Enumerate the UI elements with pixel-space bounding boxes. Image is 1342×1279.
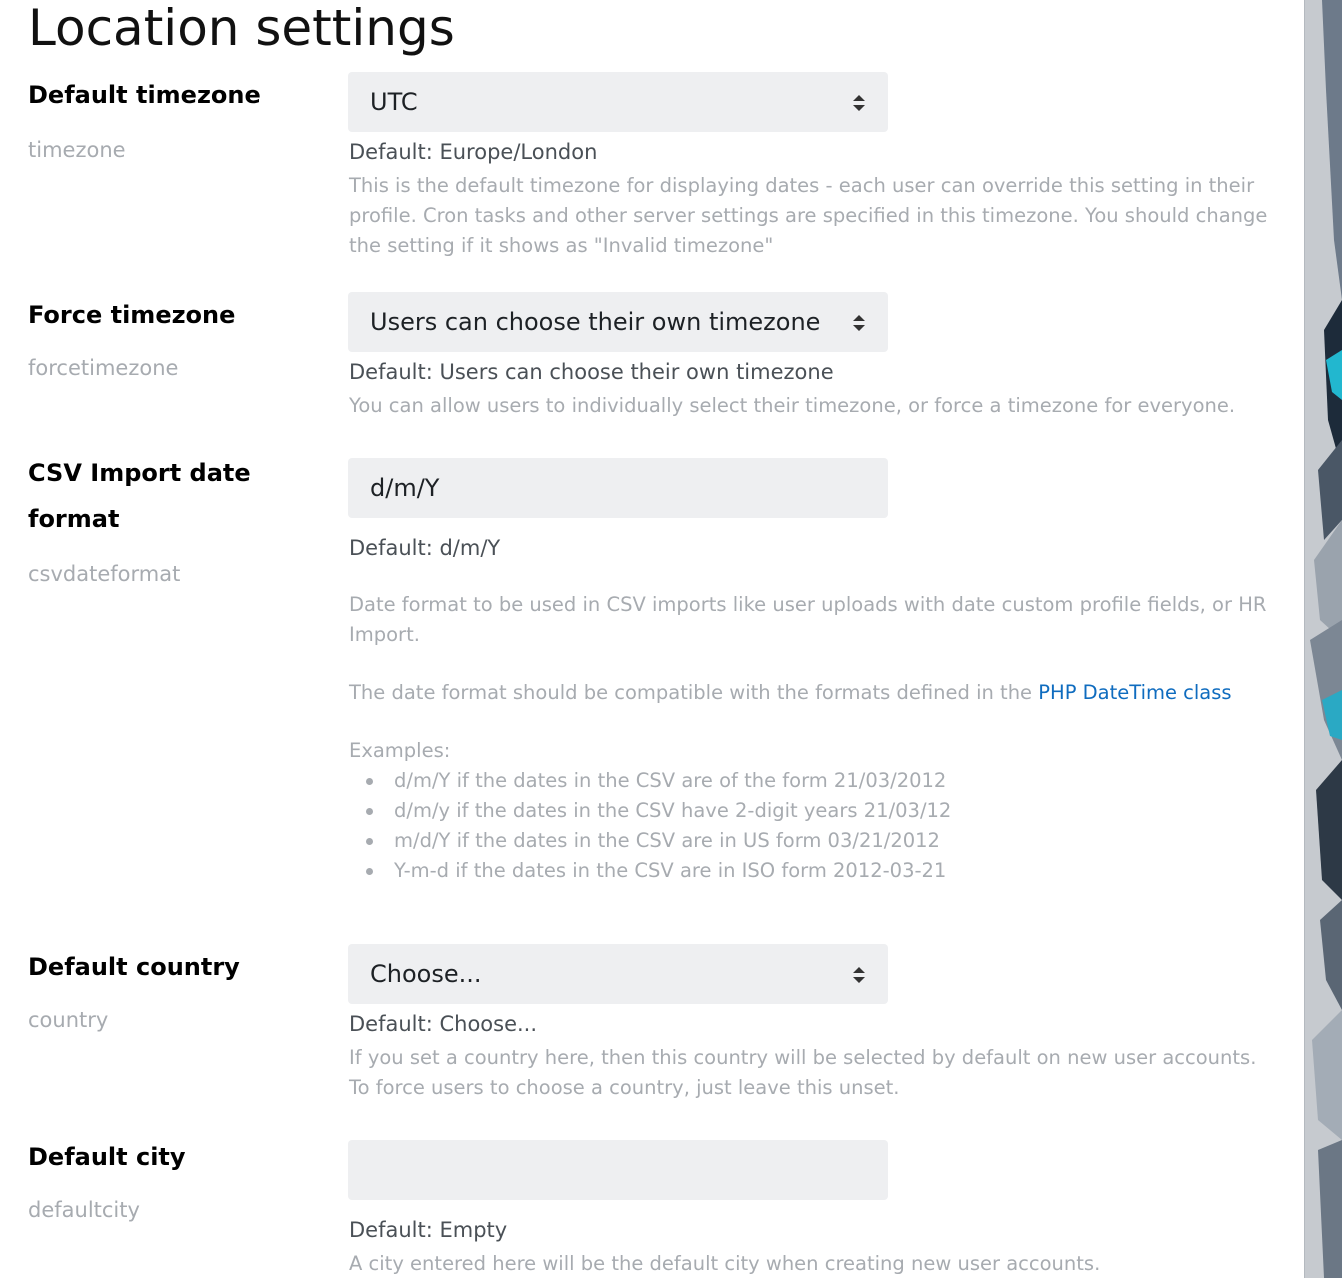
compat-text-prefix: The date format should be compatible with the formats defined in the: [349, 681, 1039, 704]
csvdateformat-description: [349, 590, 1279, 886]
updown-arrows-icon: [852, 314, 866, 332]
csvdateformat-description-text: Date format to be used in CSV imports like user uploads with date custom profile fields, or HR Import.: [349, 593, 1267, 646]
defaultcity-label: Default city: [28, 1143, 186, 1171]
country-select[interactable]: [348, 944, 888, 1004]
csvdateformat-input-value: d/m/Y: [370, 474, 440, 502]
timezone-select[interactable]: [348, 72, 888, 132]
defaultcity-description: A city entered here will be the default city when creating new user accounts.: [349, 1252, 1101, 1275]
forcetimezone-select[interactable]: [348, 292, 888, 352]
updown-arrows-icon: [852, 966, 866, 984]
defaultcity-key: defaultcity: [28, 1198, 140, 1222]
country-label: Default country: [28, 953, 240, 981]
examples-label: Examples:: [349, 739, 451, 762]
csvdateformat-default: Default: d/m/Y: [349, 536, 501, 560]
forcetimezone-default: Default: Users can choose their own timezone: [349, 360, 834, 384]
defaultcity-input[interactable]: [348, 1140, 888, 1200]
list-item: m/d/Y if the dates in the CSV are in US form 03/21/2012: [349, 826, 1279, 856]
background-art: [1304, 0, 1342, 1278]
csvdateformat-label: [28, 450, 328, 542]
forcetimezone-select-value: Users can choose their own timezone: [370, 308, 821, 336]
csvdateformat-compat-text: [349, 678, 1279, 708]
csvdateformat-label-line1: CSV Import date: [28, 459, 251, 487]
list-item: d/m/Y if the dates in the CSV are of the form 21/03/2012: [349, 766, 1279, 796]
forcetimezone-label: Force timezone: [28, 301, 236, 329]
csvdateformat-key: csvdateformat: [28, 562, 181, 586]
forcetimezone-key: forcetimezone: [28, 356, 179, 380]
csvdateformat-input[interactable]: [348, 458, 888, 518]
list-item: Y-m-d if the dates in the CSV are in ISO form 2012-03-21: [349, 856, 1279, 886]
list-item: d/m/y if the dates in the CSV have 2-digit years 21/03/12: [349, 796, 1279, 826]
background-image: [1304, 0, 1342, 1278]
updown-arrows-icon: [852, 94, 866, 112]
php-datetime-link[interactable]: PHP DateTime class: [1038, 681, 1232, 704]
country-default: Default: Choose...: [349, 1012, 538, 1036]
examples-list: [349, 766, 1279, 886]
timezone-label: Default timezone: [28, 81, 261, 109]
timezone-default: Default: Europe/London: [349, 140, 598, 164]
csvdateformat-label-line2: format: [28, 505, 120, 533]
forcetimezone-description: You can allow users to individually select their timezone, or force a timezone for everyone.: [349, 394, 1236, 417]
country-key: country: [28, 1008, 109, 1032]
defaultcity-default: Default: Empty: [349, 1218, 508, 1242]
timezone-key: timezone: [28, 138, 126, 162]
country-select-value: Choose...: [370, 960, 482, 988]
country-description: If you set a country here, then this country will be selected by default on new user accounts. To force users to choose a country, just leave this unset.: [349, 1046, 1257, 1099]
timezone-description: This is the default timezone for displaying dates - each user can override this setting in their profile. Cron tasks and other server settings are specified in this timezone. You should change the setting if it shows as "Invalid timezone": [349, 174, 1268, 257]
page-title: Location settings: [28, 0, 455, 57]
timezone-select-value: UTC: [370, 88, 418, 116]
